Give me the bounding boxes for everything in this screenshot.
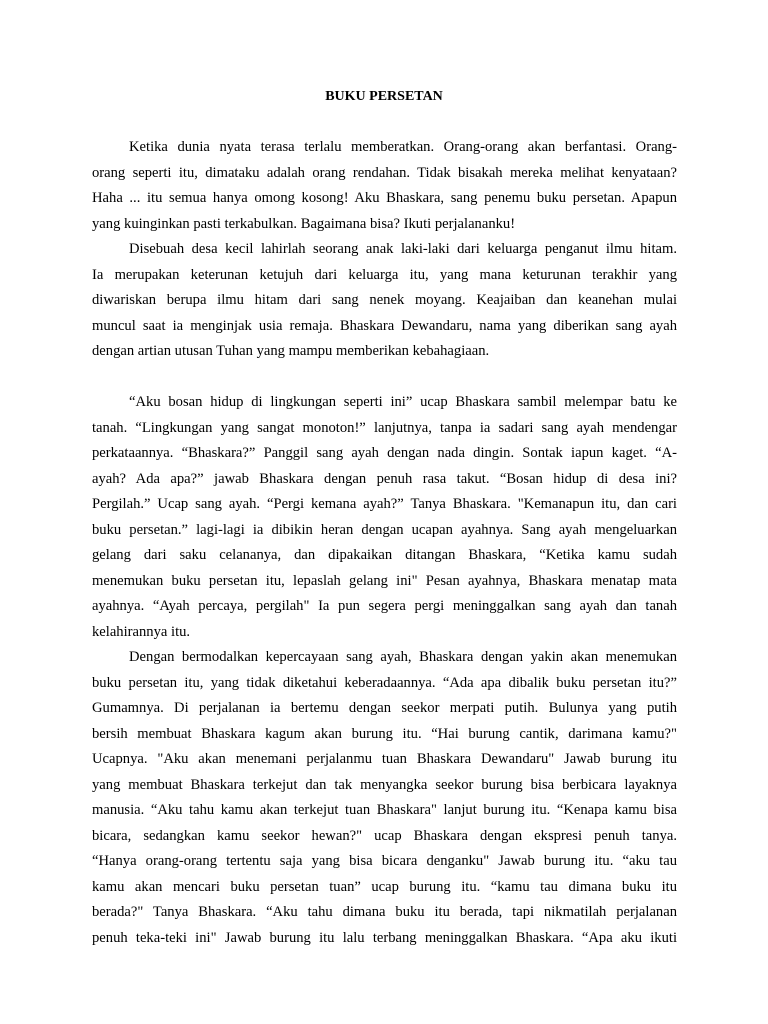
document-title: BUKU PERSETAN (325, 89, 443, 104)
paragraph-4-line-3: Gumamnya. Di perjalanan ia bertemu dengan seekor merpati putih. Bulunya yang putih (92, 700, 677, 716)
document-body (92, 135, 677, 951)
paragraph-4-line-11: berada?" Tanya Bhaskara. “Aku tahu dimana buku itu berada, tapi nikmatilah perjalanan (92, 904, 677, 920)
paragraph-gap (92, 365, 677, 391)
paragraph-3-line-1: “Aku bosan hidup di lingkungan seperti ini” ucap Bhaskara sambil melempar batu ke (129, 394, 677, 410)
paragraph-3-line-2: tanah. “Lingkungan yang sangat monoton!” lanjutnya, tanpa ia sadari sang ayah mendengar (92, 419, 677, 436)
paragraph-2-line-3: diwariskan berupa ilmu hitam dari sang nenek moyang. Keajaiban dan keanehan mulai (92, 292, 677, 308)
paragraph-3-line-6: buku persetan.” lagi-lagi ia dibikin heran dengan ucapan ayahnya. Sang ayah mengeluarkan (92, 521, 677, 538)
paragraph-4-line-7: manusia. “Aku tahu kamu akan terkejut tuan Bhaskara" lanjut burung itu. “Kenapa kamu bisa (92, 802, 677, 818)
paragraph-2-line-2: Ia merupakan keterunan ketujuh dari keluarga itu, yang mana keturunan terakhir yang (92, 266, 677, 283)
paragraph-3-line-4: ayah? Ada apa?” jawab Bhaskara dengan penuh rasa takut. “Bosan hidup di desa ini? (92, 470, 677, 487)
paragraph-2-line-1: Disebuah desa kecil lahirlah seorang anak laki-laki dari keluarga penganut ilmu hitam. (129, 241, 677, 257)
paragraph-3-line-5: Pergilah.” Ucap sang ayah. “Pergi kemana ayah?” Tanya Bhaskara. "Kemanapun itu, dan cari (92, 496, 677, 512)
paragraph-3-line-10: kelahirannya itu. (92, 623, 191, 640)
paragraph-4-line-8: bicara, sedangkan kamu seekor hewan?" ucap Bhaskara dengan ekspresi penuh tanya. (92, 827, 677, 844)
paragraph-1-line-2: orang seperti itu, dimataku adalah orang rendahan. Tidak bisakah mereka melihat kenyataan? (92, 164, 677, 181)
paragraph-2-line-5: dengan artian utusan Tuhan yang mampu memberikan kebahagiaan. (92, 343, 490, 359)
paragraph-4-line-10: kamu akan mencari buku persetan tuan” ucap burung itu. “kamu tau dimana buku itu (92, 878, 677, 895)
paragraph-4-line-4: bersih membuat Bhaskara kagum akan burung itu. “Hai burung cantik, darimana kamu?" (92, 725, 677, 742)
paragraph-3-line-7: gelang dari saku celananya, dan dipakaikan ditangan Bhaskara, “Ketika kamu sudah (92, 547, 677, 563)
paragraph-4-line-2: buku persetan itu, yang tidak diketahui keberadaannya. “Ada apa dibalik buku persetan itu?” (92, 674, 677, 691)
paragraph-1-line-3: Haha ... itu semua hanya omong kosong! Aku Bhaskara, sang penemu buku persetan. Apapun (92, 190, 677, 206)
paragraph-4-line-9: “Hanya orang-orang tertentu saja yang bisa bicara denganku" Jawab burung itu. “aku tau (92, 853, 677, 869)
paragraph-1-line-4: yang kuinginkan pasti terkabulkan. Bagaimana bisa? Ikuti perjalananku! (92, 215, 516, 232)
paragraph-3-line-8: menemukan buku persetan itu, lepaslah gelang ini" Pesan ayahnya, Bhaskara menatap mata (92, 572, 677, 589)
paragraph-4-line-5: Ucapnya. "Aku akan menemani perjalanmu tuan Bhaskara Dewandaru" Jawab burung itu (92, 751, 677, 767)
paragraph-4-line-12: penuh teka-teki ini" Jawab burung itu lalu terbang meninggalkan Bhaskara. “Apa aku ikuti (92, 929, 677, 946)
paragraph-3-line-9: ayahnya. “Ayah percaya, pergilah" Ia pun segera pergi meninggalkan sang ayah dan tanah (92, 598, 677, 614)
paragraph-3-line-3: perkataannya. “Bhaskara?” Panggil sang ayah dengan nada dingin. Sontak iapun kaget. “A- (92, 445, 677, 461)
paragraph-4-line-1: Dengan bermodalkan kepercayaan sang ayah, Bhaskara dengan yakin akan menemukan (129, 649, 677, 665)
paragraph-4-line-6: yang membuat Bhaskara terkejut dan tak menyangka seekor burung bisa berbicara layaknya (92, 776, 677, 793)
paragraph-2-line-4: muncul saat ia menginjak usia remaja. Bhaskara Dewandaru, nama yang diberikan sang ayah (92, 317, 677, 334)
paragraph-1-line-1: Ketika dunia nyata terasa terlalu memberatkan. Orang-orang akan berfantasi. Orang- (129, 139, 677, 155)
